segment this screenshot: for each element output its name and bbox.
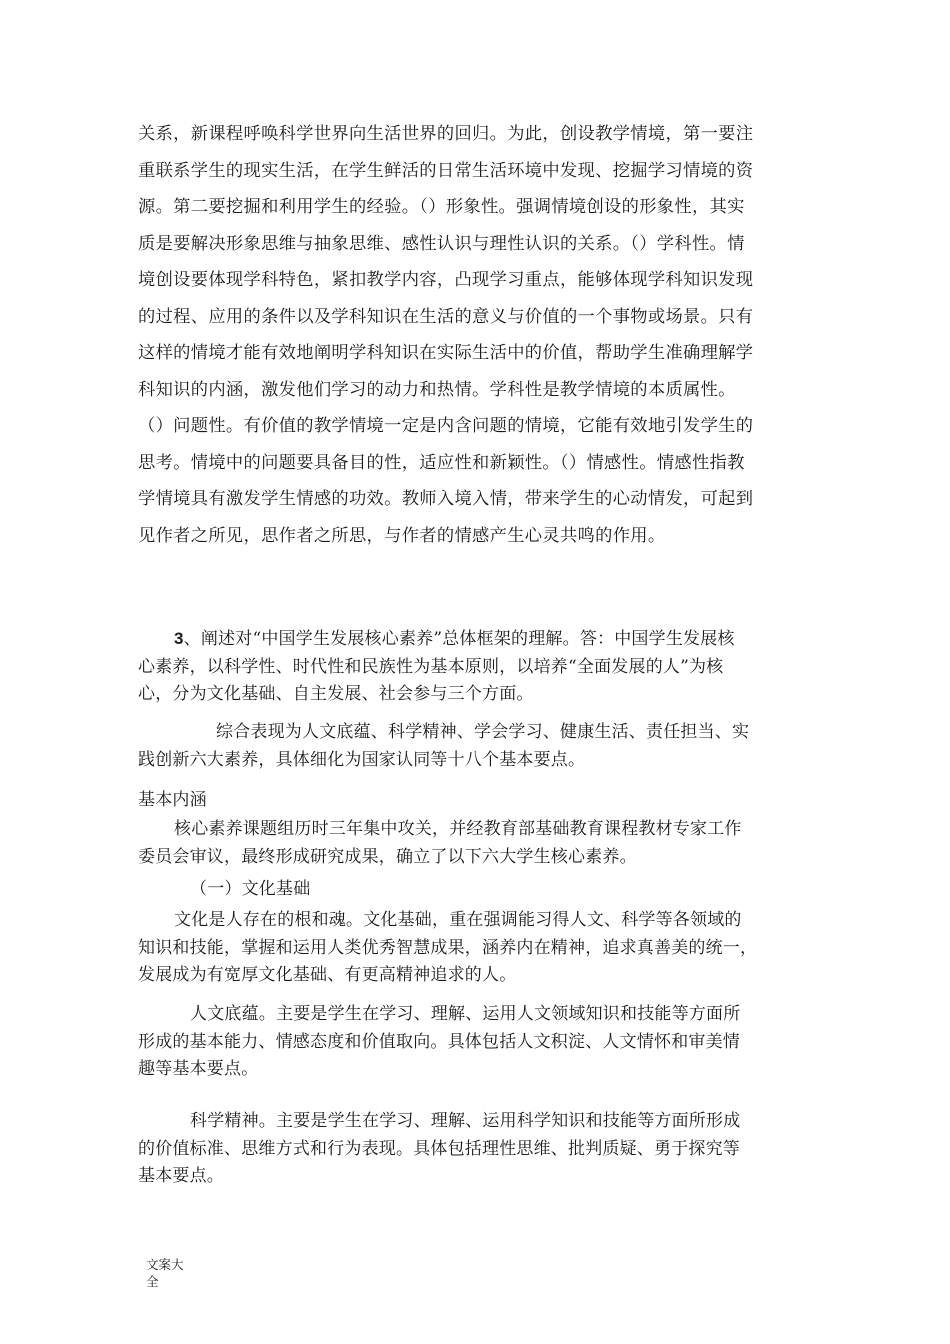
summary-line: 综合表现为人文底蕴、科学精神、学会学习、健康生活、责任担当、实 <box>216 722 750 742</box>
basic-intro-paragraph <box>138 816 822 871</box>
question-3-line: 心素养，以科学性、时代性和民族性为基本原则，以培养“全面发展的人”为核 <box>138 656 724 677</box>
question-3-text: 、阐述对“中国学生发展核心素养”总体框架的理解。答：中国学生发展核 <box>183 629 735 649</box>
basic-intro-line: 核心素养课题组历时三年集中攻关，并经教育部基础教育课程教材专家工作 <box>174 819 742 839</box>
text-line: 学情境具有激发学生情感的功效。教师入境入情，带来学生的心动情发，可起到 <box>138 489 754 509</box>
culture-line: 发展成为有宽厚文化基础、有更高精神追求的人。 <box>138 965 517 985</box>
question-3 <box>138 625 822 709</box>
science-line: 基本要点。 <box>138 1166 224 1186</box>
text-line: 的过程、应用的条件以及学科知识在生活的意义与价值的一个事物或场景。只有 <box>138 306 754 327</box>
text-line: 科知识的内涵，激发他们学习的动力和热情。学科性是教学情境的本质属性。 <box>138 379 736 400</box>
science-line: 的价值标准、思维方式和行为表现。具体包括理性思维、批判质疑、勇于探究等 <box>138 1138 740 1159</box>
humanities-paragraph <box>138 1001 822 1084</box>
text-line: 见作者之所见，思作者之所思，与作者的情感产生心灵共鸣的作用。 <box>138 525 666 546</box>
text-line: 这样的情境才能有效地阐明学科知识在实际生活中的价值，帮助学生准确理解学 <box>138 343 754 363</box>
footer-line: 全 <box>146 1274 159 1289</box>
text-line: 质是要解决形象思维与抽象思维、感性认识与理性认识的关系。（）学科性。情 <box>138 233 745 254</box>
summary-line: 践创新六大素养，具体细化为国家认同等十八个基本要点。 <box>138 749 586 770</box>
question-3-line: 心，分为文化基础、自主发展、社会参与三个方面。 <box>138 684 534 704</box>
question-3-line <box>138 625 822 654</box>
text-line: 思考。情境中的问题要具备目的性，适应性和新颖性。（）情感性。情感性指教 <box>138 452 745 473</box>
culture-line: 知识和技能，掌握和运用人类优秀智慧成果，涵养内在精神，追求真善美的统一， <box>138 937 758 958</box>
footer-line: 文案大 <box>146 1257 184 1272</box>
summary-paragraph <box>138 719 822 774</box>
humanities-line: 趣等基本要点。 <box>138 1059 259 1079</box>
science-line: 科学精神。主要是学生在学习、理解、运用科学知识和技能等方面所形成 <box>190 1111 741 1131</box>
text-line: （）问题性。有价值的教学情境一定是内含问题的情境，它能有效地引发学生的 <box>138 416 754 436</box>
question-number: 3 <box>174 629 184 648</box>
paragraph-teaching-situation <box>138 116 822 554</box>
humanities-line: 人文底蕴。主要是学生在学习、理解、运用人文领域知识和技能等方面所 <box>190 1004 741 1024</box>
culture-line: 文化是人存在的根和魂。文化基础，重在强调能习得人文、科学等各领域的 <box>174 910 742 930</box>
text-line: 关系，新课程呼唤科学世界向生活世界的回归。为此，创设教学情境，第一要注 <box>138 124 754 144</box>
text-line: 境创设要体现学科特色，紧扣教学内容，凸现学习重点，能够体现学科知识发现 <box>138 270 754 290</box>
science-paragraph <box>138 1108 822 1191</box>
humanities-line: 形成的基本能力、情感态度和价值取向。具体包括人文积淀、人文情怀和审美情 <box>138 1031 740 1052</box>
basic-heading: 基本内涵 <box>138 790 207 810</box>
page-footer <box>146 1256 190 1290</box>
text-line: 源。第二要挖掘和利用学生的经验。（）形象性。强调情境创设的形象性，其实 <box>138 197 745 217</box>
basic-intro-line: 委员会审议，最终形成研究成果，确立了以下六大学生核心素养。 <box>138 846 637 867</box>
culture-paragraph <box>138 907 822 990</box>
text-line: 重联系学生的现实生活，在学生鲜活的日常生活环境中发现、挖掘学习情境的资 <box>138 160 754 181</box>
section-heading-culture: （一）文化基础 <box>190 879 311 899</box>
